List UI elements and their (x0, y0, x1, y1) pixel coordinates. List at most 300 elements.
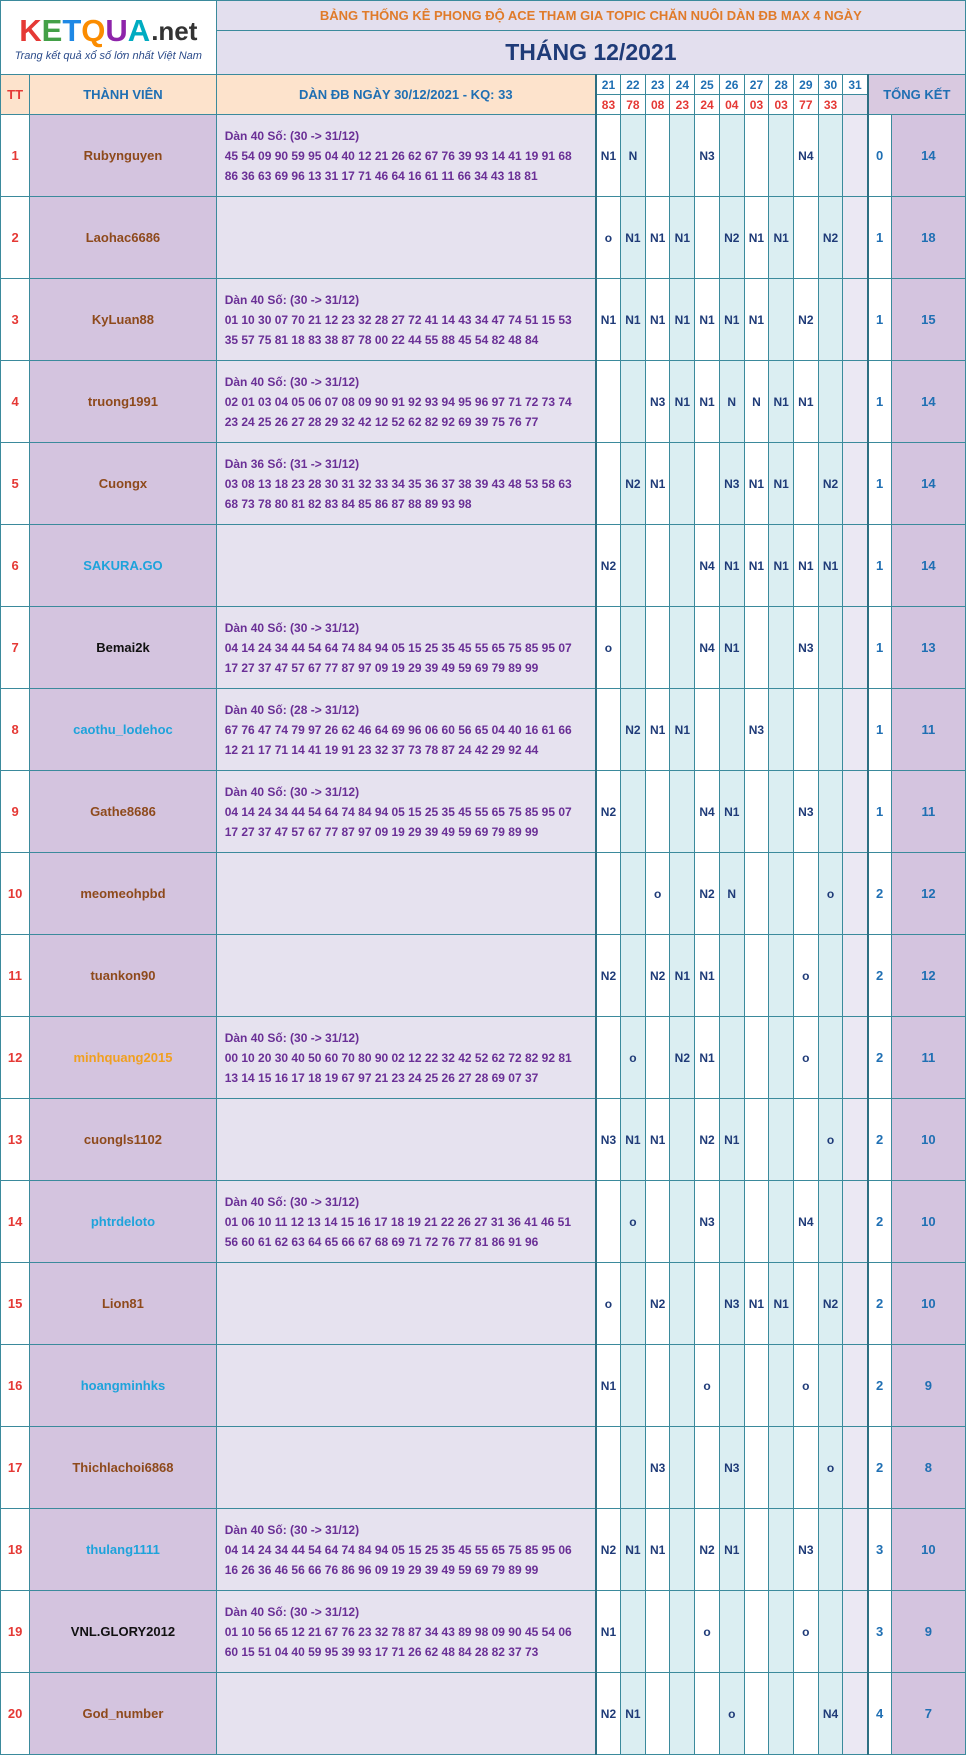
logo-wordmark: K E T Q U A .net (19, 12, 198, 48)
day-cell (695, 1263, 720, 1345)
day-cell: N1 (596, 1591, 621, 1673)
dan-numbers (216, 279, 596, 361)
dan-line: 60 15 51 04 40 59 95 39 93 17 71 26 62 48 84 28 82 37 73 (224, 1644, 539, 1659)
row-index: 9 (1, 771, 30, 853)
day-cell: N4 (695, 525, 720, 607)
day-cell (818, 1181, 843, 1263)
total-misses: 1 (868, 279, 892, 361)
day-cell: N2 (695, 1099, 720, 1181)
table-row (1, 607, 966, 689)
total-score: 14 (891, 115, 965, 197)
day-cell (794, 853, 819, 935)
day-cell (719, 115, 744, 197)
day-cell (769, 1673, 794, 1755)
total-misses: 1 (868, 689, 892, 771)
member-name[interactable]: phtrdeloto (30, 1181, 216, 1263)
day-cell: N1 (769, 443, 794, 525)
dan-numbers (216, 525, 596, 607)
dan-numbers (216, 853, 596, 935)
day-cell: N4 (794, 115, 819, 197)
day-cell: N1 (695, 361, 720, 443)
day-cell (769, 1509, 794, 1591)
day-cell (670, 1427, 695, 1509)
day-cell: N2 (645, 1263, 670, 1345)
row-index: 5 (1, 443, 30, 525)
member-name[interactable]: Cuongx (30, 443, 216, 525)
table-row (1, 1263, 966, 1345)
day-cell: N1 (645, 1509, 670, 1591)
total-score: 9 (891, 1345, 965, 1427)
row-index: 6 (1, 525, 30, 607)
row-index: 10 (1, 853, 30, 935)
day-cell (794, 1673, 819, 1755)
day-cell (843, 771, 868, 853)
day-cell: N1 (670, 689, 695, 771)
day-cell (645, 1017, 670, 1099)
total-score: 15 (891, 279, 965, 361)
member-name[interactable]: truong1991 (30, 361, 216, 443)
day-cell: N1 (719, 607, 744, 689)
day-cell: N2 (596, 1673, 621, 1755)
total-score: 10 (891, 1509, 965, 1591)
day-cell (695, 1673, 720, 1755)
day-cell (695, 443, 720, 525)
header-tt: TT (1, 75, 30, 115)
day-cell: N3 (719, 1263, 744, 1345)
row-index: 20 (1, 1673, 30, 1755)
day-cell: o (596, 607, 621, 689)
total-score: 11 (891, 1017, 965, 1099)
member-name[interactable]: meomeohpbd (30, 853, 216, 935)
total-score: 13 (891, 607, 965, 689)
day-cell (744, 1673, 769, 1755)
day-cell (769, 853, 794, 935)
total-score: 10 (891, 1099, 965, 1181)
dan-line: 86 36 63 69 96 13 31 17 71 46 64 16 61 11 66 34 43 18 81 (224, 168, 538, 183)
table-row (1, 935, 966, 1017)
dan-line: 16 26 36 46 56 66 76 86 96 09 19 29 39 49 59 69 79 89 99 (224, 1562, 539, 1577)
dan-title: Dàn 40 Số: (30 -> 31/12) (224, 620, 360, 635)
day-cell (645, 115, 670, 197)
day-cell: o (794, 1591, 819, 1673)
row-index: 15 (1, 1263, 30, 1345)
total-misses: 0 (868, 115, 892, 197)
day-cell (645, 771, 670, 853)
dan-line: 13 14 15 16 17 18 19 67 97 21 23 24 25 26 27 28 69 07 37 (224, 1070, 539, 1085)
day-cell: N1 (670, 935, 695, 1017)
member-name[interactable]: minhquang2015 (30, 1017, 216, 1099)
day-header: 26 (719, 75, 744, 95)
day-header: 22 (621, 75, 646, 95)
day-cell (843, 1099, 868, 1181)
day-cell: N4 (695, 607, 720, 689)
day-cell: o (596, 197, 621, 279)
total-misses: 1 (868, 443, 892, 525)
day-cell (621, 607, 646, 689)
day-cell: o (794, 935, 819, 1017)
day-cell: N3 (719, 443, 744, 525)
day-cell (744, 771, 769, 853)
day-header: 29 (794, 75, 819, 95)
table-row (1, 197, 966, 279)
day-cell: N2 (695, 853, 720, 935)
dan-numbers (216, 361, 596, 443)
dan-line: 00 10 20 30 40 50 60 70 80 90 02 12 22 32 42 52 62 72 82 92 81 (224, 1050, 572, 1065)
day-cell: N1 (769, 361, 794, 443)
day-cell: N2 (621, 443, 646, 525)
day-cell: N1 (621, 279, 646, 361)
dan-numbers (216, 1673, 596, 1755)
day-cell (843, 279, 868, 361)
day-cell (818, 935, 843, 1017)
member-name[interactable]: God_number (30, 1673, 216, 1755)
day-cell (621, 853, 646, 935)
total-misses: 2 (868, 853, 892, 935)
day-cell (843, 1591, 868, 1673)
day-cell (670, 771, 695, 853)
day-cell (670, 1099, 695, 1181)
day-cell (794, 1263, 819, 1345)
dan-numbers (216, 197, 596, 279)
row-index: 8 (1, 689, 30, 771)
row-index: 11 (1, 935, 30, 1017)
dan-title: Dàn 40 Số: (30 -> 31/12) (224, 292, 360, 307)
day-cell: N1 (621, 1099, 646, 1181)
day-cell (843, 853, 868, 935)
member-name[interactable]: KyLuan88 (30, 279, 216, 361)
day-cell (818, 689, 843, 771)
day-cell (670, 1263, 695, 1345)
day-cell (769, 1017, 794, 1099)
day-cell: N2 (818, 1263, 843, 1345)
day-cell: N1 (769, 197, 794, 279)
day-cell: N1 (818, 525, 843, 607)
day-cell: N3 (744, 689, 769, 771)
total-misses: 4 (868, 1673, 892, 1755)
day-cell: N3 (794, 607, 819, 689)
table-row (1, 1673, 966, 1755)
day-cell: N1 (794, 361, 819, 443)
table-row (1, 279, 966, 361)
day-cell: o (621, 1017, 646, 1099)
total-misses: 1 (868, 525, 892, 607)
total-score: 14 (891, 443, 965, 525)
table-row (1, 853, 966, 935)
total-score: 11 (891, 771, 965, 853)
day-cell (621, 1427, 646, 1509)
day-cell (670, 1509, 695, 1591)
day-cell: N3 (695, 115, 720, 197)
day-result: 24 (695, 95, 720, 115)
total-misses: 3 (868, 1509, 892, 1591)
day-cell (621, 361, 646, 443)
day-cell: N1 (645, 1099, 670, 1181)
dan-line: 45 54 09 90 59 95 04 40 12 21 26 62 67 76 39 93 14 41 19 91 68 (224, 148, 572, 163)
dan-line: 04 14 24 34 44 54 64 74 84 94 05 15 25 35 45 55 65 75 85 95 07 (224, 640, 572, 655)
day-cell (719, 935, 744, 1017)
day-cell (818, 1591, 843, 1673)
day-cell (769, 115, 794, 197)
logo[interactable] (1, 1, 217, 75)
day-cell (843, 1263, 868, 1345)
day-cell: N4 (818, 1673, 843, 1755)
member-name[interactable]: cuongls1102 (30, 1099, 216, 1181)
total-misses: 3 (868, 1591, 892, 1673)
day-cell (818, 771, 843, 853)
day-cell (769, 1427, 794, 1509)
dan-numbers (216, 771, 596, 853)
day-cell (794, 689, 819, 771)
day-cell: N2 (695, 1509, 720, 1591)
day-cell: N1 (719, 771, 744, 853)
dan-numbers (216, 1509, 596, 1591)
dan-title: Dàn 36 Số: (31 -> 31/12) (224, 456, 360, 471)
day-cell: o (645, 853, 670, 935)
day-cell: N2 (596, 935, 621, 1017)
dan-title: Dàn 40 Số: (28 -> 31/12) (224, 702, 360, 717)
dan-title: Dàn 40 Số: (30 -> 31/12) (224, 1030, 360, 1045)
day-cell (621, 525, 646, 607)
day-header: 24 (670, 75, 695, 95)
day-cell (843, 443, 868, 525)
day-cell: N1 (645, 689, 670, 771)
dan-title: Dàn 40 Số: (30 -> 31/12) (224, 374, 360, 389)
day-result: 03 (769, 95, 794, 115)
day-cell (769, 1591, 794, 1673)
day-cell (794, 1099, 819, 1181)
member-name[interactable]: caothu_lodehoc (30, 689, 216, 771)
member-name[interactable]: Gathe8686 (30, 771, 216, 853)
dan-line: 35 57 75 81 18 83 38 87 78 00 22 44 55 88 45 54 82 48 84 (224, 332, 539, 347)
day-cell (744, 1591, 769, 1673)
day-cell (744, 607, 769, 689)
day-cell (670, 1673, 695, 1755)
member-name[interactable]: SAKURA.GO (30, 525, 216, 607)
total-misses: 1 (868, 361, 892, 443)
day-cell: N1 (769, 525, 794, 607)
day-cell: o (719, 1673, 744, 1755)
day-header: 27 (744, 75, 769, 95)
member-name[interactable]: Thichlachoi6868 (30, 1427, 216, 1509)
total-score: 14 (891, 361, 965, 443)
day-cell (818, 1017, 843, 1099)
day-cell (843, 1181, 868, 1263)
day-cell: N1 (596, 1345, 621, 1427)
dan-line: 17 27 37 47 57 67 77 87 97 09 19 29 39 49 59 69 79 89 99 (224, 824, 539, 839)
day-result: 03 (744, 95, 769, 115)
dan-title: Dàn 40 Số: (30 -> 31/12) (224, 128, 360, 143)
day-cell (744, 115, 769, 197)
day-result (843, 95, 868, 115)
day-cell: N3 (645, 361, 670, 443)
total-misses: 2 (868, 1427, 892, 1509)
total-misses: 2 (868, 1099, 892, 1181)
day-cell (794, 1427, 819, 1509)
total-score: 12 (891, 853, 965, 935)
dan-numbers (216, 443, 596, 525)
member-name[interactable]: Bemai2k (30, 607, 216, 689)
day-cell (744, 853, 769, 935)
day-cell (670, 853, 695, 935)
day-cell: N3 (794, 771, 819, 853)
row-index: 17 (1, 1427, 30, 1509)
table-banner: BẢNG THỐNG KÊ PHONG ĐỘ ACE THAM GIA TOPIC CHĂN NUÔI DÀN ĐB MAX 4 NGÀY (216, 1, 965, 31)
day-cell: N1 (719, 525, 744, 607)
row-index: 1 (1, 115, 30, 197)
dan-line: 04 14 24 34 44 54 64 74 84 94 05 15 25 35 45 55 65 75 85 95 06 (224, 1542, 572, 1557)
day-header: 21 (596, 75, 621, 95)
row-index: 16 (1, 1345, 30, 1427)
day-cell: N3 (596, 1099, 621, 1181)
day-cell (621, 771, 646, 853)
dan-numbers (216, 1017, 596, 1099)
dan-numbers (216, 1345, 596, 1427)
row-index: 4 (1, 361, 30, 443)
day-cell (769, 1099, 794, 1181)
row-index: 3 (1, 279, 30, 361)
day-cell (596, 1181, 621, 1263)
day-cell (843, 935, 868, 1017)
day-cell (670, 1181, 695, 1263)
day-cell (744, 1345, 769, 1427)
day-cell: N2 (596, 525, 621, 607)
table-row (1, 525, 966, 607)
day-cell: N1 (719, 1099, 744, 1181)
total-score: 18 (891, 197, 965, 279)
day-cell: o (695, 1591, 720, 1673)
day-cell: o (794, 1017, 819, 1099)
day-cell (719, 689, 744, 771)
day-cell (645, 525, 670, 607)
day-cell (695, 689, 720, 771)
total-score: 14 (891, 525, 965, 607)
day-cell (645, 1673, 670, 1755)
day-cell (843, 1673, 868, 1755)
row-index: 13 (1, 1099, 30, 1181)
dan-numbers (216, 607, 596, 689)
day-cell: N1 (719, 1509, 744, 1591)
day-cell: N1 (695, 935, 720, 1017)
table-row (1, 361, 966, 443)
day-cell (843, 197, 868, 279)
day-cell: o (621, 1181, 646, 1263)
day-cell (621, 1345, 646, 1427)
day-header: 28 (769, 75, 794, 95)
table-row (1, 443, 966, 525)
total-misses: 2 (868, 1181, 892, 1263)
dan-line: 56 60 61 62 63 64 65 66 67 68 69 71 72 76 77 81 86 91 96 (224, 1234, 539, 1249)
day-cell: N2 (794, 279, 819, 361)
day-cell: o (818, 853, 843, 935)
member-name[interactable]: VNL.GLORY2012 (30, 1591, 216, 1673)
day-cell (794, 443, 819, 525)
day-cell (670, 115, 695, 197)
day-cell (843, 1345, 868, 1427)
total-misses: 2 (868, 935, 892, 1017)
day-cell: N3 (794, 1509, 819, 1591)
day-cell (670, 525, 695, 607)
dan-numbers (216, 115, 596, 197)
member-name[interactable]: Rubynguyen (30, 115, 216, 197)
day-cell (645, 1591, 670, 1673)
day-cell (769, 1345, 794, 1427)
day-cell (670, 607, 695, 689)
day-header: 25 (695, 75, 720, 95)
day-cell: N3 (645, 1427, 670, 1509)
dan-numbers (216, 935, 596, 1017)
day-cell: N3 (695, 1181, 720, 1263)
day-cell (769, 689, 794, 771)
day-cell (621, 1591, 646, 1673)
member-name[interactable]: Laohac6686 (30, 197, 216, 279)
day-cell (744, 1509, 769, 1591)
table-row (1, 1345, 966, 1427)
day-cell: N2 (818, 197, 843, 279)
day-cell: N3 (719, 1427, 744, 1509)
dan-numbers (216, 1263, 596, 1345)
day-result: 08 (645, 95, 670, 115)
day-cell: N1 (670, 361, 695, 443)
day-cell (596, 1017, 621, 1099)
day-cell: N1 (670, 197, 695, 279)
day-result: 78 (621, 95, 646, 115)
dan-title: Dàn 40 Số: (30 -> 31/12) (224, 1604, 360, 1619)
total-misses: 1 (868, 197, 892, 279)
day-cell: N4 (794, 1181, 819, 1263)
day-cell (695, 1427, 720, 1509)
member-name[interactable]: tuankon90 (30, 935, 216, 1017)
total-score: 12 (891, 935, 965, 1017)
day-cell: N1 (744, 525, 769, 607)
day-cell (645, 1181, 670, 1263)
day-cell: N1 (645, 443, 670, 525)
day-cell: N1 (695, 1017, 720, 1099)
day-cell (719, 1591, 744, 1673)
day-cell: o (695, 1345, 720, 1427)
day-cell: N1 (695, 279, 720, 361)
total-score: 8 (891, 1427, 965, 1509)
day-cell (843, 1509, 868, 1591)
row-index: 12 (1, 1017, 30, 1099)
day-cell (843, 1427, 868, 1509)
table-row (1, 1099, 966, 1181)
day-cell: N2 (596, 1509, 621, 1591)
row-index: 14 (1, 1181, 30, 1263)
day-cell: N (621, 115, 646, 197)
day-cell (596, 361, 621, 443)
table-row (1, 771, 966, 853)
member-name[interactable]: thulang1111 (30, 1509, 216, 1591)
day-cell: N1 (596, 279, 621, 361)
total-score: 11 (891, 689, 965, 771)
day-cell: N1 (621, 1509, 646, 1591)
day-cell (769, 1181, 794, 1263)
day-cell: N1 (645, 197, 670, 279)
dan-line: 67 76 47 74 79 97 26 62 46 64 69 96 06 60 56 65 04 40 16 61 66 (224, 722, 572, 737)
day-cell (843, 115, 868, 197)
day-cell (769, 607, 794, 689)
day-cell (843, 525, 868, 607)
day-cell: o (596, 1263, 621, 1345)
member-name[interactable]: hoangminhks (30, 1345, 216, 1427)
day-cell: N2 (596, 771, 621, 853)
day-cell (719, 1345, 744, 1427)
member-name[interactable]: Lion81 (30, 1263, 216, 1345)
day-cell: N1 (645, 279, 670, 361)
logo-tagline: Trang kết quả xổ số lớn nhất Việt Nam (14, 49, 202, 62)
total-misses: 1 (868, 607, 892, 689)
day-cell: N2 (670, 1017, 695, 1099)
